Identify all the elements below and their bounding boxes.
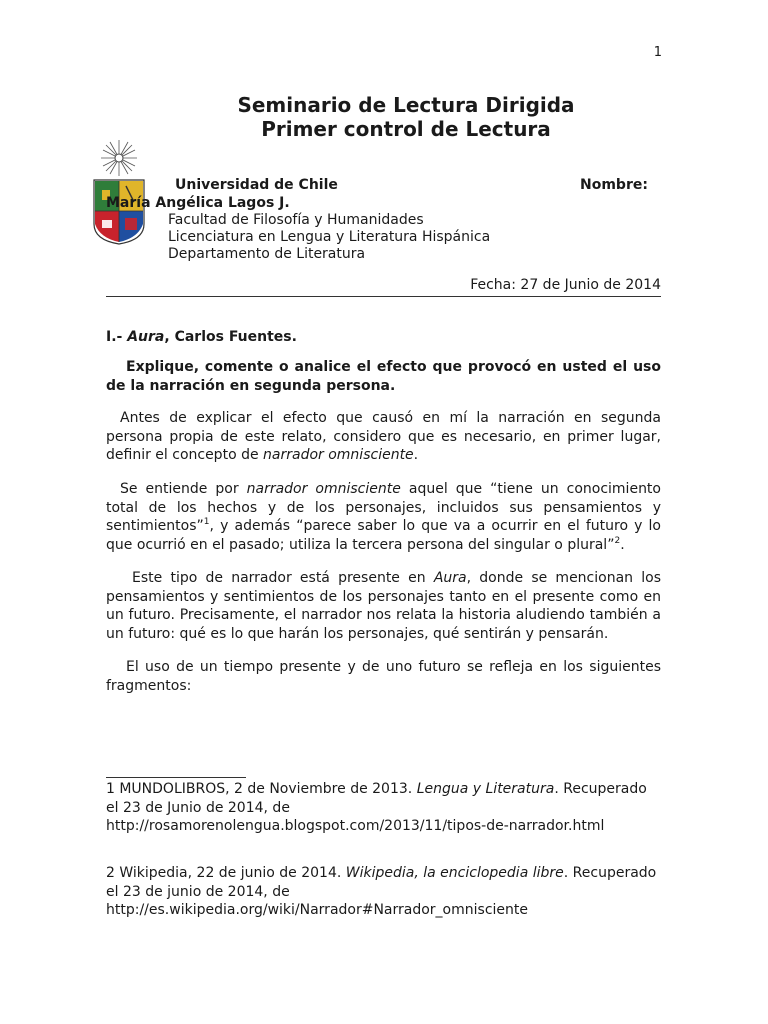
footnote-1-title: Lengua y Literatura — [416, 781, 555, 797]
section-heading — [106, 329, 297, 345]
university-coat-of-arms-icon — [88, 140, 150, 248]
document-subtitle: Primer control de Lectura — [261, 117, 551, 141]
footnote-2-url: http://es.wikipedia.org/wiki/Narrador#Narrador_omnisciente — [106, 902, 528, 918]
footnote-1-retrieved: . Recuperado el 23 de Junio de 2014, de http://rosamorenolengua.blogspot.com/2013/11/tipos-de-narrador.html — [106, 781, 647, 834]
name-label: Nombre: — [580, 177, 648, 193]
footnote-ref-1: 1 — [203, 517, 210, 527]
faculty-name: Facultad de Filosofía y Humanidades — [168, 212, 424, 228]
footnote-2 — [106, 864, 661, 920]
department-name: Departamento de Literatura — [168, 246, 366, 262]
section-work-title: Aura — [127, 329, 165, 345]
footnote-2-source: 2 Wikipedia, 22 de junio de 2014. — [106, 865, 346, 881]
section-author: , Carlos Fuentes. — [164, 329, 297, 345]
paragraph-3-work: Aura — [433, 570, 467, 586]
page-number: 1 — [653, 45, 662, 60]
header-divider — [106, 296, 661, 297]
footnote-ref-2: 2 — [614, 535, 621, 546]
footnote-divider — [106, 777, 246, 778]
paragraph-2-text: Se entiende por — [120, 481, 247, 497]
university-name: Universidad de Chile — [175, 177, 338, 193]
student-name: María Angélica Lagos J. — [106, 195, 290, 211]
paragraph-2-quote-1: aquel que “tiene un conocimiento total de los hechos y de los personajes, incluidos sus pensamientos y sentimientos” — [106, 481, 661, 534]
paragraph-3-rest: , donde se mencionan los pensamientos y sentimientos de los personajes tanto en el presente como en un futuro. Precisamente, el narrador nos relata la historia aludiendo también a un futuro: qué es lo que harán los personajes, qué sentirán y pensarán. — [106, 570, 661, 642]
section-prefix: I.- — [106, 329, 128, 345]
footnote-1 — [106, 780, 661, 836]
paragraph-1 — [106, 409, 661, 465]
date-line: Fecha: 27 de Junio de 2014 — [470, 277, 661, 293]
paragraph-2-end: . — [620, 536, 625, 553]
paragraph-3 — [106, 569, 661, 643]
question-text: Explique, comente o analice el efecto que provocó en usted el uso de la narración en segunda persona. — [106, 359, 661, 394]
footnote-1-source: 1 MUNDOLIBROS, 2 de Noviembre de 2013. — [106, 781, 417, 797]
paragraph-1-end: . — [413, 447, 419, 463]
footnote-2-retrieved: . Recuperado el 23 de junio de 2014, de — [106, 865, 657, 900]
program-name: Licenciatura en Lengua y Literatura Hispánica — [168, 229, 491, 245]
paragraph-2-term: narrador omnisciente — [246, 481, 401, 497]
paragraph-3-text: Este tipo de narrador está presente en — [132, 570, 434, 586]
document-title: Seminario de Lectura Dirigida — [237, 93, 575, 117]
paragraph-2-quote-2: , y además “parece saber lo que va a ocurrir en el futuro y lo que ocurrió en el pasado; utiliza la tercera persona del singular o plural” — [106, 518, 661, 553]
paragraph-1-term: narrador omnisciente — [263, 447, 414, 463]
paragraph-2 — [106, 480, 661, 554]
paragraph-1-text: Antes de explicar el efecto que causó en mí la narración en segunda persona propia de este relato, considero que es necesario, en primer lugar, definir el concepto de — [106, 410, 661, 463]
footnote-2-title: Wikipedia, la enciclopedia libre — [345, 865, 564, 881]
paragraph-4: El uso de un tiempo presente y de uno futuro se refleja en los siguientes fragmentos: — [106, 659, 661, 694]
